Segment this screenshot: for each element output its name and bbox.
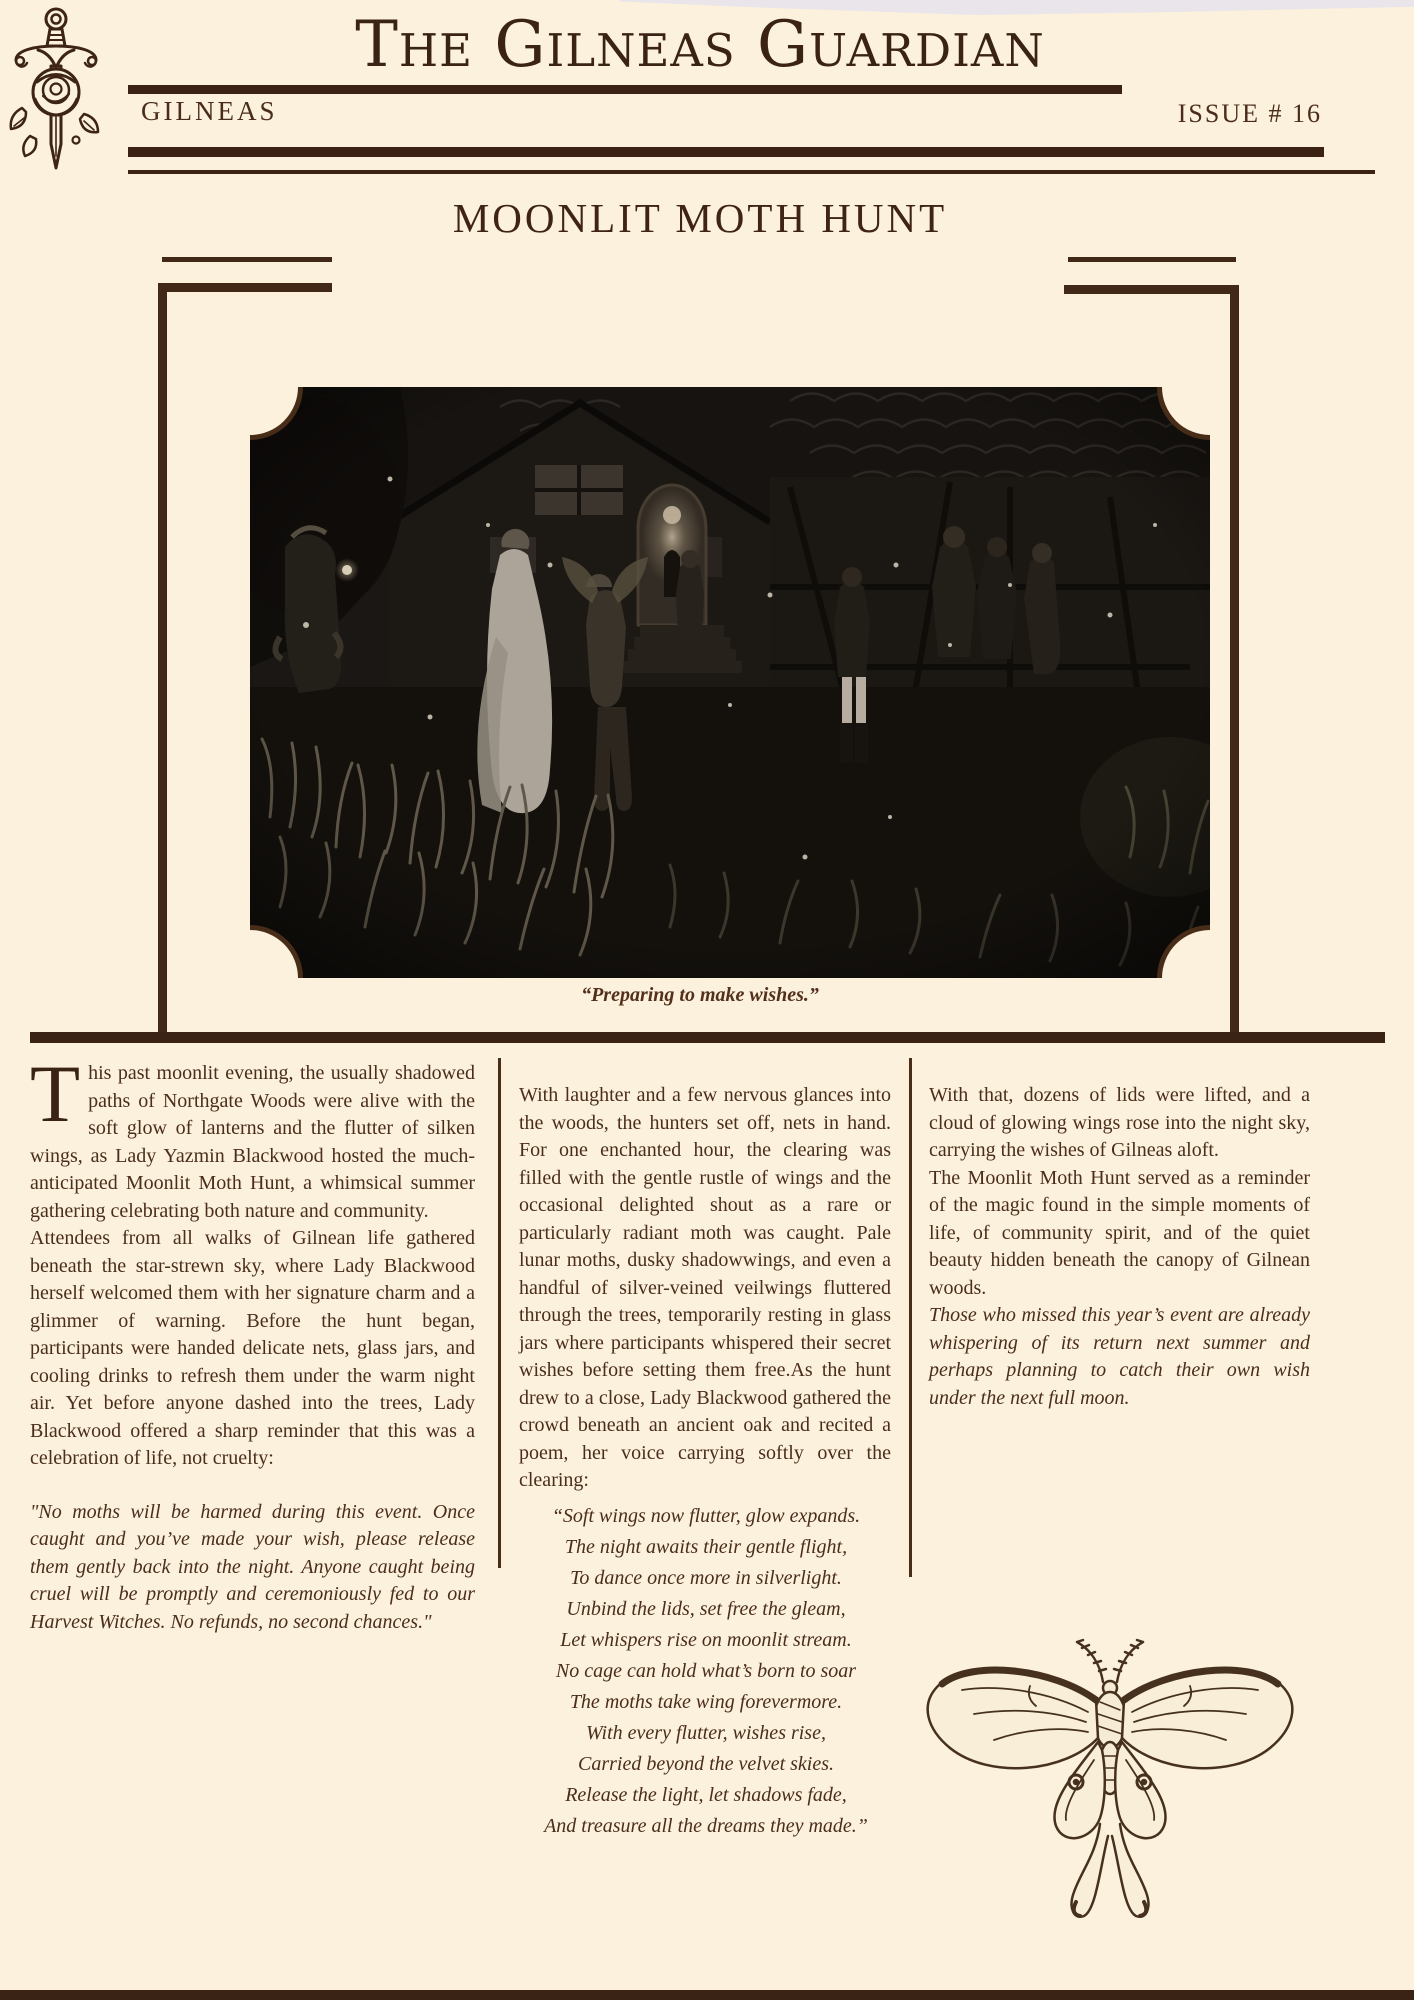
section-divider-rule bbox=[30, 1032, 1385, 1043]
paragraph: Attendees from all walks of Gilnean life gathered beneath the star-strewn sky, where Lady Blackwood herself welcomed them with her signature charm and a glimmer of warning. Before the hunt began, participants were handed delicate nets, glass jars, and cooling drinks to refresh them under the warm night air. Yet before anyone dashed into the trees, Lady Blackwood offered a sharp reminder that this was a celebration of life, not cruelty: bbox=[30, 1227, 475, 1469]
poem-line: “Soft wings now flutter, glow expands. bbox=[551, 1504, 861, 1527]
article-column-3 bbox=[929, 1082, 1310, 1412]
column-divider bbox=[909, 1058, 912, 1577]
poem-line: Unbind the lids, set free the gleam, bbox=[566, 1597, 846, 1620]
title-underline-rule bbox=[128, 85, 1122, 94]
issue-number: ISSUE # 16 bbox=[1177, 99, 1322, 128]
poem-line: No cage can hold what’s born to soar bbox=[555, 1659, 857, 1682]
luna-moth-icon bbox=[910, 1620, 1310, 1955]
photo-caption: “Preparing to make wishes.” bbox=[581, 984, 819, 1006]
article-headline: MOONLIT MOTH HUNT bbox=[452, 195, 948, 241]
headline-rule-right bbox=[1068, 257, 1236, 262]
poem-line: The moths take wing forevermore. bbox=[569, 1690, 843, 1713]
section-label: GILNEAS bbox=[141, 96, 278, 126]
headline-rule-left bbox=[162, 257, 332, 262]
paragraph-italic: Those who missed this year’s event are already whispering of its return next summer and perhaps planning to catch their own wish under the next full moon. bbox=[929, 1304, 1310, 1409]
article-column-1 bbox=[30, 1048, 475, 1636]
blockquote: "No moths will be harmed during this event. Once caught and you’ve made your wish, please release them gently back into the night. Anyone caught being cruel will be promptly and ceremoniously fed to our Harvest Witches. No refunds, no second chances." bbox=[30, 1500, 475, 1633]
photo-frame-right bbox=[1230, 285, 1239, 1040]
masthead-rule-thin bbox=[128, 170, 1375, 174]
poem bbox=[464, 1501, 948, 1842]
drop-cap: T bbox=[30, 1048, 81, 1139]
article-column-2 bbox=[519, 1082, 891, 1842]
poem-line: With every flutter, wishes rise, bbox=[586, 1721, 826, 1744]
article-photo bbox=[250, 387, 1210, 978]
page-footer-bar bbox=[0, 1990, 1414, 2000]
dagger-rose-icon bbox=[6, 4, 106, 181]
paragraph: The Moonlit Moth Hunt served as a reminder of the magic found in the simple moments of life, of community spirit, and of the quiet beauty hidden beneath the canopy of Gilnean woods. bbox=[929, 1166, 1310, 1299]
newspaper-title: The Gilneas Guardian bbox=[355, 8, 1045, 82]
poem-line: Release the light, let shadows fade, bbox=[565, 1783, 847, 1806]
poem-line: To dance once more in silverlight. bbox=[570, 1566, 842, 1589]
poem-line: The night awaits their gentle flight, bbox=[564, 1535, 848, 1558]
photo-frame-top-left bbox=[158, 283, 332, 292]
paragraph: With laughter and a few nervous glances into the woods, the hunters set off, nets in hand. For one enchanted hour, the clearing was filled with the gentle rustle of wings and the occasional delighted shout as a rare or particularly radiant moth was caught. Pale lunar moths, dusky shadowwings, and even a handful of silver-veined veilwings fluttered through the trees, temporarily resting in glass jars where participants whispered their secret wishes before setting them free.As the hunt drew to a close, Lady Blackwood gathered the crowd beneath an ancient oak and recited a poem, her voice carrying softly over the clearing: bbox=[519, 1084, 891, 1491]
poem-line: Carried beyond the velvet skies. bbox=[577, 1752, 835, 1775]
poem-line: And treasure all the dreams they made.” bbox=[544, 1814, 868, 1837]
paragraph: This past moonlit evening, the usually shadowed paths of Northgate Woods were alive with the soft glow of lanterns and the flutter of silken wings, as Lady Yazmin Blackwood hosted the much-anticipated Moonlit Moth Hunt, a whimsical summer gathering celebrating both nature and community. bbox=[30, 1048, 475, 1222]
column-divider bbox=[498, 1058, 501, 1568]
photo-frame-top-right bbox=[1064, 285, 1239, 294]
masthead-rule-thick bbox=[128, 147, 1324, 157]
photo-frame-left bbox=[158, 283, 167, 1040]
poem-line: Let whispers rise on moonlit stream. bbox=[560, 1628, 852, 1651]
paragraph: With that, dozens of lids were lifted, and a cloud of glowing wings rose into the night sky, carrying the wishes of Gilneas aloft. bbox=[929, 1084, 1310, 1161]
